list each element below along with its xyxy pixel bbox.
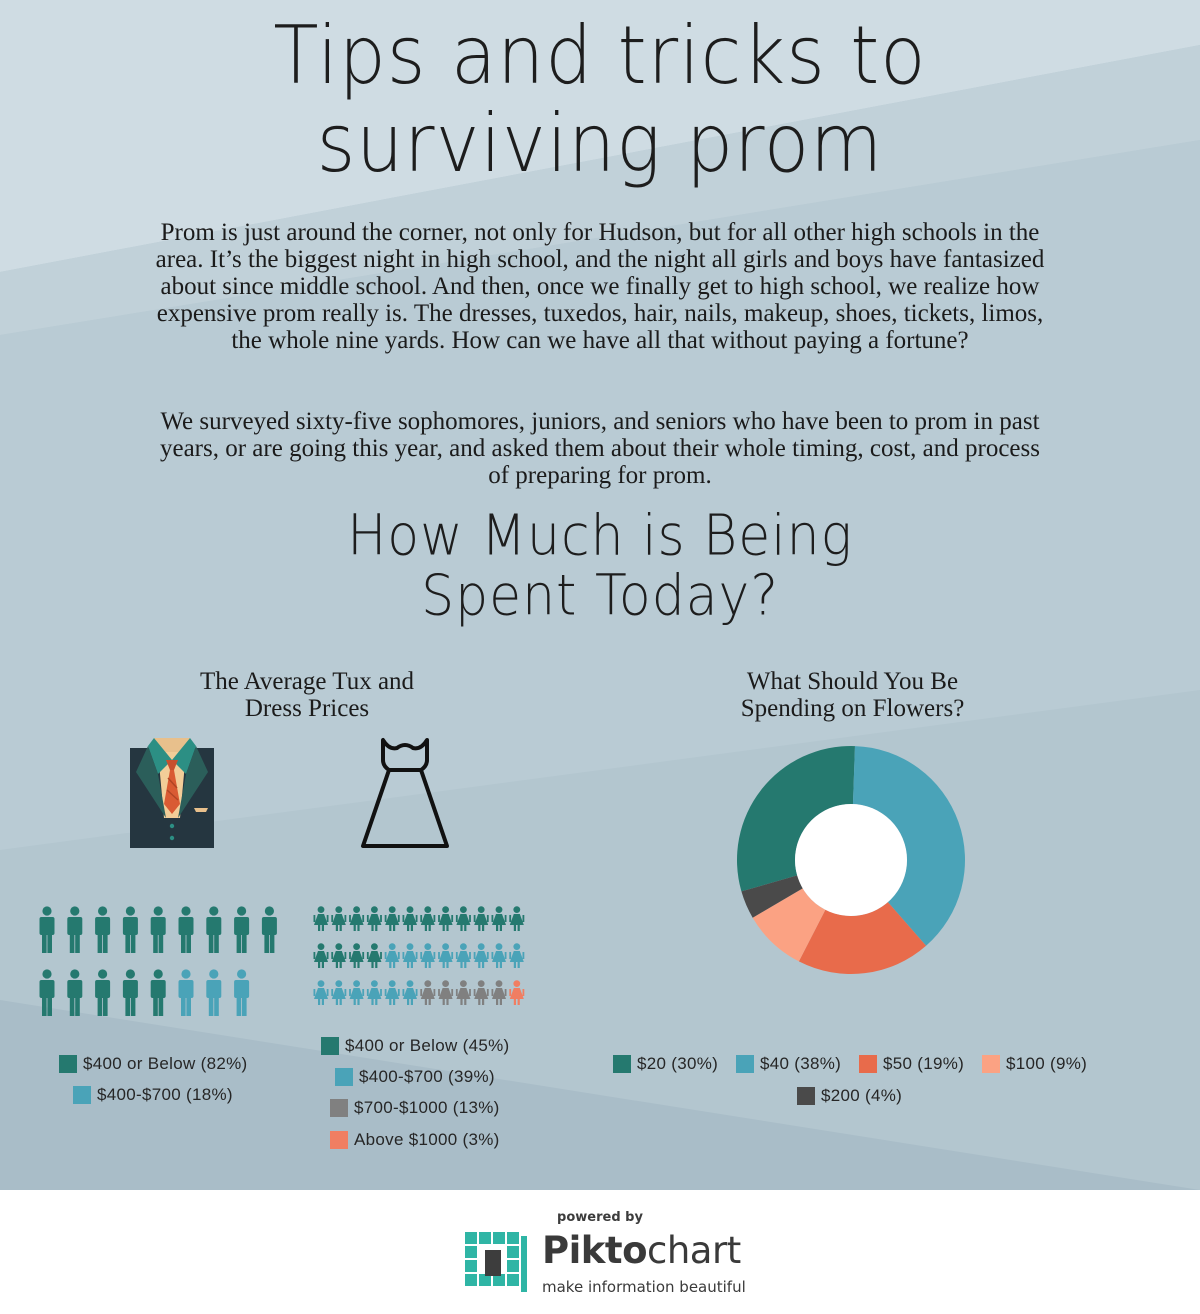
flowers-legend-item [613, 1054, 718, 1074]
woman-icon [349, 906, 364, 931]
woman-icon [492, 980, 507, 1005]
flowers-legend-item [736, 1054, 841, 1074]
main-title-line-2: surviving prom [316, 97, 884, 191]
woman-icon [385, 980, 400, 1005]
tux-legend-item [73, 1085, 233, 1105]
woman-icon [367, 943, 382, 968]
woman-icon [331, 980, 346, 1005]
legend-label: $50 (19%) [883, 1054, 965, 1073]
brand-rest: chart [647, 1229, 741, 1272]
main-title-line-1: Tips and tricks to [273, 9, 927, 103]
legend-label: $200 (4%) [821, 1086, 903, 1105]
woman-icon [492, 943, 507, 968]
legend-swatch [797, 1087, 815, 1105]
legend-swatch [982, 1055, 1000, 1073]
intro-paragraph-2: We surveyed sixty-five sophomores, juniors, and seniors who have been to prom in past years, or are going this year, and asked them about their whole timing, cost, and process of preparing for prom. [159, 408, 1040, 489]
woman-icon [474, 943, 489, 968]
woman-icon [331, 943, 346, 968]
legend-swatch [613, 1055, 631, 1073]
section-title [0, 503, 1200, 629]
woman-icon [314, 943, 329, 968]
woman-icon [456, 906, 471, 931]
tux-dress-title-line-1: The Average Tux and [199, 668, 415, 695]
man-icon [123, 969, 138, 1016]
woman-icon [438, 980, 453, 1005]
woman-icon [438, 943, 453, 968]
footer [0, 1190, 1200, 1314]
flowers-chart-title [700, 668, 1005, 722]
legend-swatch [330, 1131, 348, 1149]
legend-label: $40 (38%) [760, 1054, 842, 1073]
man-icon [151, 906, 166, 953]
woman-icon [492, 906, 507, 931]
dress-legend-item [321, 1036, 509, 1056]
legend-swatch [736, 1055, 754, 1073]
intro-paragraph-1: Prom is just around the corner, not only for Hudson, but for all other high schools in the area. It’s the biggest night in high school, and the night all girls and boys have fantasized about since middle school. And then, once we finally get to high school, we realize how expensive prom really is. The dresses, tuxedos, hair, nails, makeup, shoes, tickets, limos, the whole nine yards. How can we have all that without paying a fortune? [155, 219, 1045, 354]
man-icon [95, 969, 110, 1016]
flowers-donut-chart [733, 742, 969, 978]
woman-icon [420, 980, 435, 1005]
man-icon [179, 969, 194, 1016]
woman-icon [420, 906, 435, 931]
woman-icon [385, 943, 400, 968]
flowers-legend-item [797, 1086, 902, 1106]
suit-icon [128, 738, 216, 850]
dress-pictograph [308, 900, 538, 1012]
woman-icon [349, 980, 364, 1005]
flowers-legend-item [982, 1054, 1087, 1074]
brand-bold: Pikto [542, 1229, 648, 1272]
dress-legend-item [330, 1130, 500, 1150]
woman-icon [438, 906, 453, 931]
woman-icon [474, 906, 489, 931]
woman-icon [314, 980, 329, 1005]
piktochart-tagline: make information beautiful [542, 1278, 746, 1296]
woman-icon [314, 906, 329, 931]
tux-legend-item [59, 1054, 247, 1074]
main-title [0, 9, 1200, 191]
man-icon [179, 906, 194, 953]
man-icon [206, 969, 221, 1016]
flowers-title-line-2: Spending on Flowers? [740, 695, 965, 722]
piktochart-wordmark [542, 1229, 741, 1272]
woman-icon [403, 980, 418, 1005]
man-icon [262, 906, 277, 953]
man-icon [67, 906, 82, 953]
man-icon [206, 906, 221, 953]
man-icon [40, 969, 55, 1016]
woman-icon [349, 943, 364, 968]
woman-icon [385, 906, 400, 931]
legend-swatch [59, 1055, 77, 1073]
woman-icon [367, 906, 382, 931]
woman-icon [456, 980, 471, 1005]
man-icon [234, 906, 249, 953]
man-icon [95, 906, 110, 953]
legend-label: $20 (30%) [637, 1054, 719, 1073]
legend-label: Above $1000 (3%) [354, 1130, 500, 1149]
section-title-line-2: Spent Today? [421, 563, 779, 629]
donut-hole [795, 804, 907, 916]
legend-swatch [73, 1086, 91, 1104]
legend-label: $100 (9%) [1006, 1054, 1088, 1073]
powered-by-text: powered by [557, 1210, 643, 1225]
legend-swatch [321, 1037, 339, 1055]
woman-icon [403, 906, 418, 931]
woman-icon [509, 906, 524, 931]
legend-label: $400 or Below (45%) [345, 1036, 510, 1055]
legend-swatch [335, 1068, 353, 1086]
tux-pictograph [30, 900, 290, 1030]
man-icon [151, 969, 166, 1016]
man-icon [67, 969, 82, 1016]
woman-icon [456, 943, 471, 968]
woman-icon [420, 943, 435, 968]
man-icon [234, 969, 249, 1016]
flowers-legend-item [859, 1054, 964, 1074]
dress-legend-item [335, 1067, 495, 1087]
tux-dress-title-line-2: Dress Prices [244, 695, 370, 722]
woman-icon [403, 943, 418, 968]
man-icon [123, 906, 138, 953]
legend-swatch [859, 1055, 877, 1073]
legend-label: $400-$700 (39%) [359, 1067, 495, 1086]
woman-icon [509, 943, 524, 968]
legend-label: $400-$700 (18%) [97, 1085, 233, 1104]
piktochart-logo-icon [465, 1232, 529, 1296]
flowers-title-line-1: What Should You Be [746, 668, 959, 695]
woman-icon [509, 980, 524, 1005]
legend-label: $700-$1000 (13%) [354, 1098, 500, 1117]
woman-icon [331, 906, 346, 931]
dress-icon [355, 736, 455, 850]
legend-swatch [330, 1099, 348, 1117]
dress-legend-item [330, 1098, 500, 1118]
woman-icon [367, 980, 382, 1005]
tux-dress-chart-title [157, 668, 457, 722]
section-title-line-1: How Much is Being [347, 503, 853, 569]
legend-label: $400 or Below (82%) [83, 1054, 248, 1073]
woman-icon [474, 980, 489, 1005]
man-icon [40, 906, 55, 953]
